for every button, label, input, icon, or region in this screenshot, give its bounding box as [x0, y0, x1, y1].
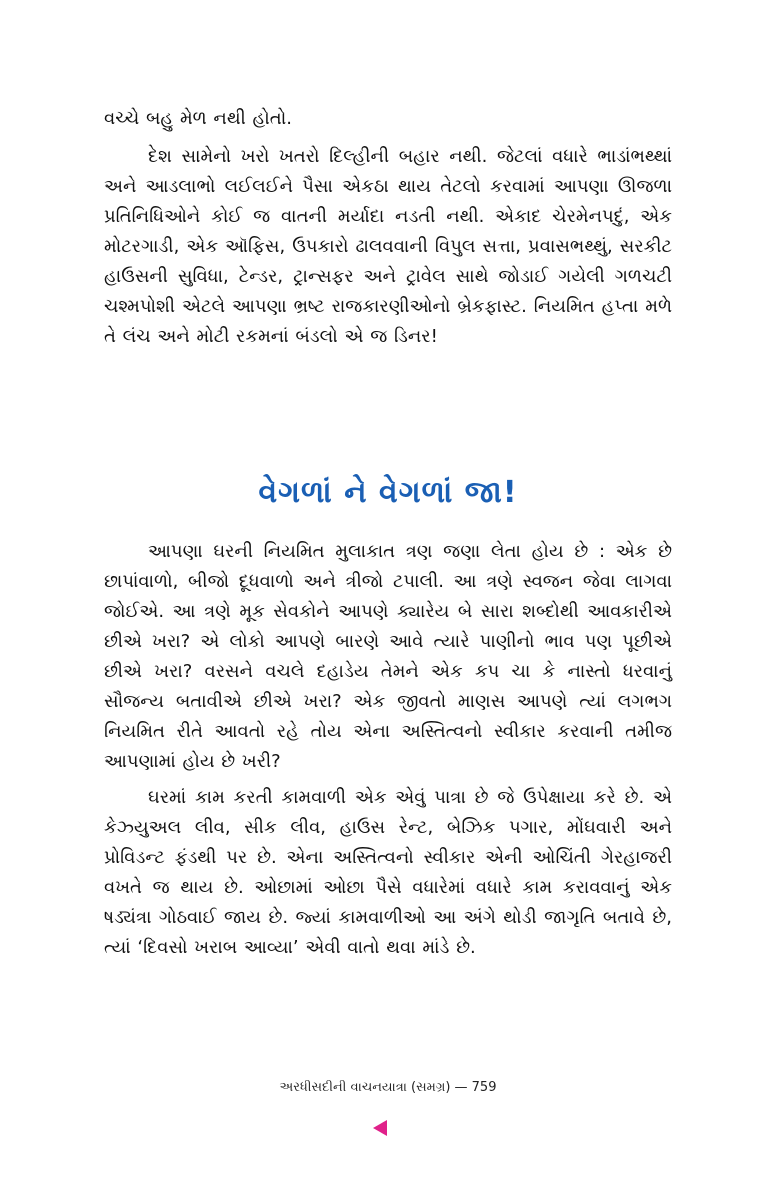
- paragraph-housemaid: ઘરમાં કામ કરતી કામવાળી એક એવું પાત્રા છે જે ઉપેક્ષાયા કરે છે. એ કેઝ્યુઅલ લીવ, સીક લીવ, હાઉસ રેન્ટ, બેઝિક પગાર, મોંઘવારી અને પ્રોવિડન્ટ ફંડથી પર છે. એના અસ્તિત્વનો સ્વીકાર એની ઓચિંતી ગેરહાજરી વખતે જ થાય છે. ઓછામાં ઓછા પૈસે વધારેમાં વધારે કામ કરાવવાનું એક ષડ્યંત્રા ગોઠવાઈ જાય છે. જ્યાં કામવાળીઓ આ અંગે થોડી જાગૃતિ બતાવે છે, ત્યાં ‘દિવસો ખરાબ આવ્યા’ એવી વાતો થવા માંડે છે.: [104, 787, 672, 958]
- paragraph-daily-visitors: આપણા ઘરની નિયમિત મુલાકાત ત્રણ જણા લેતા હોય છે : એક છે છાપાંવાળો, બીજો દૂધવાળો અને ત્રીજો ટપાલી. આ ત્રણે સ્વજન જેવા લાગવા જોઈએ. આ ત્રણે મૂક સેવકોને આપણે ક્યારેય બે સારા શબ્દોથી આવકારીએ છીએ ખરા? એ લોકો આપણે બારણે આવે ત્યારે પાણીનો ભાવ પણ પૂછીએ છીએ ખરા? વરસને વચલે દહાડેય તેમને એક કપ ચા કે નાસ્તો ધરવાનું સૌજન્ય બતાવીએ છીએ ખરા? એક જીવતો માણસ આપણે ત્યાં લગભગ નિયમિત રીતે આવતો રહે તોય એના અસ્તિત્વનો સ્વીકાર કરવાની તમીજ આપણામાં હોય છે ખરી?: [104, 541, 672, 772]
- section-title: વેગળાં ને વેગળાં જા!: [258, 475, 518, 510]
- section-text-block: [104, 537, 672, 963]
- paragraph-national-threat: દેશ સામેનો ખરો ખતરો દિલ્હીની બહાર નથી. જેટલાં વધારે ભાડાંભથ્થાં અને આડલાભો લઈલઈને પૈસા એકઠા થાય તેટલો કરવામાં આપણા ઊજળા પ્રતિનિધિઓને કોઈ જ વાતની મર્યાદા નડતી નથી. એકાદ ચેરમેનપદું, એક મોટરગાડી, એક ઑફિસ, ઉપકારો ઢાલવવાની વિપુલ સત્તા, પ્રવાસભથ્થું, સરકીટ હાઉસની સુવિધા, ટેન્ડર, ટ્રાન્સફર અને ટ્રાવેલ સાથે જોડાઈ ગયેલી ગળચટી ચશ્મપોશી એટલે આપણા ભ્રષ્ટ રાજકારણીઓનો બ્રેકફાસ્ટ. નિયમિત હપ્તા મળે તે લંચ અને મોટી રકમનાં બંડલો એ જ ડિનર!: [104, 146, 672, 347]
- top-text-block: [104, 104, 672, 352]
- intro-line: વચ્ચે બહુ મેળ નથી હોતો.: [104, 108, 292, 129]
- previous-page-arrow-icon[interactable]: [373, 1120, 387, 1136]
- page-footer: અરધીસદીની વાચનયાત્રા (સમગ્ર) — 759: [279, 1080, 497, 1095]
